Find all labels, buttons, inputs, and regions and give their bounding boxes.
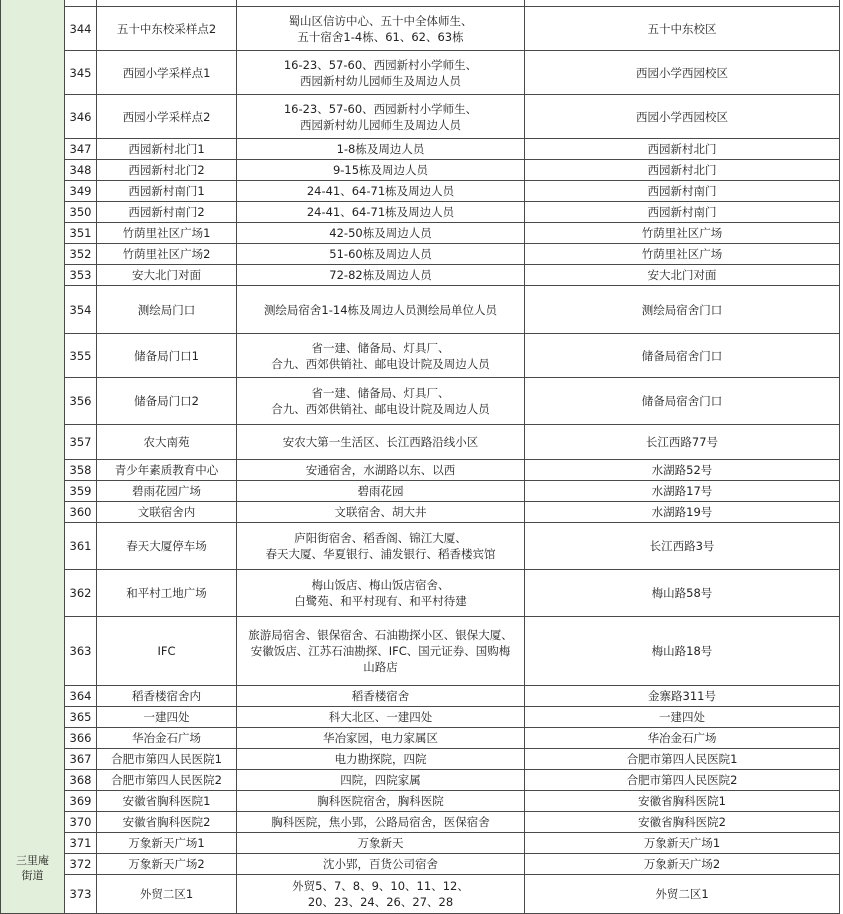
row-number-cell[interactable]: 370 [65, 812, 97, 833]
row-number-cell[interactable]: 344 [65, 7, 97, 51]
site-name-cell[interactable]: 和平村工地广场 [97, 570, 237, 617]
site-location-cell[interactable]: 测绘局宿舍门口 [525, 286, 840, 334]
site-location-cell[interactable]: 竹荫里社区广场 [525, 223, 840, 244]
site-name-cell[interactable]: 合肥市第四人民医院2 [97, 770, 237, 791]
coverage-area-cell[interactable]: 文联宿舍、胡大井 [237, 502, 525, 523]
street-name-cell[interactable] [1, 0, 65, 914]
coverage-area-cell[interactable]: 1-8栋及周边人员 [237, 139, 525, 160]
site-name-cell[interactable]: 农大南苑 [97, 425, 237, 460]
table-row [1, 160, 840, 181]
row-number-cell[interactable]: 364 [65, 686, 97, 707]
site-location-cell[interactable]: 合肥市第四人民医院2 [525, 770, 840, 791]
coverage-area-cell[interactable]: 省一建、储备局、灯具厂、 合九、西郊供销社、邮电设计院及周边人员 [237, 334, 525, 378]
row-number-cell[interactable]: 366 [65, 728, 97, 749]
table-row [1, 812, 840, 833]
row-number-cell[interactable]: 345 [65, 51, 97, 95]
site-name-cell[interactable]: 安徽省胸科医院1 [97, 791, 237, 812]
table-row [1, 95, 840, 139]
site-location-cell[interactable]: 合肥市第四人民医院1 [525, 749, 840, 770]
coverage-area-cell[interactable]: 16-23、57-60、西园新村小学师生、 西园新村幼儿园师生及周边人员 [237, 51, 525, 95]
site-location-cell[interactable]: 万象新天广场2 [525, 854, 840, 875]
site-location-cell[interactable]: 水湖路52号 [525, 460, 840, 481]
row-number-cell[interactable]: 369 [65, 791, 97, 812]
coverage-area-cell[interactable]: 安农大第一生活区、长江西路沿线小区 [237, 425, 525, 460]
row-number-cell[interactable]: 347 [65, 139, 97, 160]
table-row [1, 728, 840, 749]
row-number-cell[interactable]: 371 [65, 833, 97, 854]
site-name-cell[interactable]: 一建四处 [97, 707, 237, 728]
site-name-cell[interactable]: 竹荫里社区广场1 [97, 223, 237, 244]
site-name-cell[interactable]: 安徽省胸科医院2 [97, 812, 237, 833]
table-row [1, 833, 840, 854]
coverage-area-cell[interactable]: 外贸5、7、8、9、10、11、12、 20、23、24、26、27、28 [237, 875, 525, 914]
table-row [1, 378, 840, 425]
coverage-area-cell[interactable]: 万象新天 [237, 833, 525, 854]
table-row [1, 617, 840, 686]
coverage-area-cell[interactable]: 胸科医院宿舍，胸科医院 [237, 791, 525, 812]
row-number-cell[interactable]: 356 [65, 378, 97, 425]
site-name-cell[interactable]: 竹荫里社区广场2 [97, 244, 237, 265]
site-name-cell[interactable]: 合肥市第四人民医院1 [97, 749, 237, 770]
table-row [1, 707, 840, 728]
site-name-cell[interactable]: 西园小学采样点2 [97, 95, 237, 139]
row-number-cell[interactable]: 353 [65, 265, 97, 286]
coverage-area-cell[interactable]: 旅游局宿舍、银保宿舍、石油勘探小区、银保大厦、 安徽饭店、江苏石油勘探、IFC、国元证券、国购梅 山路店 [237, 617, 525, 686]
row-number-cell[interactable]: 348 [65, 160, 97, 181]
site-name-cell[interactable]: 储备局门口1 [97, 334, 237, 378]
row-number-cell[interactable]: 355 [65, 334, 97, 378]
site-name-cell[interactable]: 西园新村北门2 [97, 160, 237, 181]
coverage-area-cell[interactable]: 省一建、储备局、灯具厂、 合九、西郊供销社、邮电设计院及周边人员 [237, 378, 525, 425]
site-location-cell[interactable]: 一建四处 [525, 707, 840, 728]
site-location-cell[interactable]: 竹荫里社区广场 [525, 244, 840, 265]
row-number-cell[interactable]: 362 [65, 570, 97, 617]
coverage-area-cell[interactable]: 科大北区、一建四处 [237, 707, 525, 728]
site-location-cell[interactable]: 安大北门对面 [525, 265, 840, 286]
table-row [1, 265, 840, 286]
site-location-cell[interactable]: 西园新村北门 [525, 160, 840, 181]
site-name-cell[interactable]: 西园新村南门1 [97, 181, 237, 202]
table-row [1, 139, 840, 160]
table-row [1, 570, 840, 617]
site-location-cell[interactable]: 水湖路19号 [525, 502, 840, 523]
row-number-cell[interactable]: 351 [65, 223, 97, 244]
site-name-cell[interactable]: 安大北门对面 [97, 265, 237, 286]
site-name-cell[interactable]: 万象新天广场1 [97, 833, 237, 854]
site-name-cell[interactable]: IFC [97, 617, 237, 686]
table-row [1, 425, 840, 460]
site-name-cell[interactable]: 西园小学采样点1 [97, 51, 237, 95]
coverage-area-cell[interactable]: 胸科医院，焦小郢，公路局宿舍，医保宿舍 [237, 812, 525, 833]
table-row [1, 286, 840, 334]
site-location-cell[interactable]: 梅山路18号 [525, 617, 840, 686]
row-number-cell[interactable]: 354 [65, 286, 97, 334]
site-name-cell[interactable]: 稻香楼宿舍内 [97, 686, 237, 707]
coverage-area-cell[interactable]: 电力勘探院，四院 [237, 749, 525, 770]
table-row [1, 502, 840, 523]
row-number-cell[interactable]: 346 [65, 95, 97, 139]
coverage-area-cell[interactable]: 安通宿舍，水湖路以东、以西 [237, 460, 525, 481]
site-name-cell[interactable]: 测绘局门口 [97, 286, 237, 334]
site-location-cell[interactable]: 西园新村南门 [525, 181, 840, 202]
site-location-cell[interactable]: 西园新村南门 [525, 202, 840, 223]
site-location-cell[interactable]: 西园新村北门 [525, 139, 840, 160]
coverage-area-cell[interactable]: 9-15栋及周边人员 [237, 160, 525, 181]
site-location-cell[interactable]: 金寨路311号 [525, 686, 840, 707]
coverage-area-cell[interactable]: 24-41、64-71栋及周边人员 [237, 181, 525, 202]
coverage-area-cell[interactable]: 四院，四院家属 [237, 770, 525, 791]
table-row [1, 244, 840, 265]
row-number-cell[interactable]: 363 [65, 617, 97, 686]
site-location-cell[interactable]: 长江西路3号 [525, 523, 840, 570]
table-row [1, 686, 840, 707]
table-row [1, 334, 840, 378]
table-row [1, 460, 840, 481]
site-location-cell[interactable]: 安徽省胸科医院1 [525, 791, 840, 812]
site-name-cell[interactable]: 五十中东校采样点2 [97, 7, 237, 51]
table-row [1, 51, 840, 95]
site-name-cell[interactable]: 文联宿舍内 [97, 502, 237, 523]
street-name-label: 三里庵 街道 [16, 854, 49, 882]
table-row [1, 854, 840, 875]
site-location-cell[interactable]: 华冶金石广场 [525, 728, 840, 749]
row-number-cell[interactable]: 357 [65, 425, 97, 460]
table-row [1, 791, 840, 812]
row-number-cell[interactable]: 350 [65, 202, 97, 223]
row-number-cell[interactable]: 358 [65, 460, 97, 481]
table-row [1, 749, 840, 770]
coverage-area-cell[interactable]: 51-60栋及周边人员 [237, 244, 525, 265]
site-location-cell[interactable]: 长江西路77号 [525, 425, 840, 460]
site-location-cell[interactable]: 外贸二区1 [525, 875, 840, 914]
row-number-cell[interactable]: 367 [65, 749, 97, 770]
row-number-cell[interactable]: 361 [65, 523, 97, 570]
coverage-area-cell[interactable]: 沈小郢，百货公司宿舍 [237, 854, 525, 875]
table-row [1, 481, 840, 502]
row-number-cell[interactable]: 365 [65, 707, 97, 728]
site-name-cell[interactable]: 外贸二区1 [97, 875, 237, 914]
site-location-cell[interactable]: 西园小学西园校区 [525, 95, 840, 139]
site-location-cell[interactable]: 五十中东校区 [525, 7, 840, 51]
coverage-area-cell[interactable]: 碧雨花园 [237, 481, 525, 502]
coverage-area-cell[interactable]: 24-41、64-71栋及周边人员 [237, 202, 525, 223]
coverage-area-cell[interactable]: 16-23、57-60、西园新村小学师生、 西园新村幼儿园师生及周边人员 [237, 95, 525, 139]
table-body [1, 0, 840, 914]
site-name-cell[interactable]: 华冶金石广场 [97, 728, 237, 749]
coverage-area-cell[interactable]: 庐阳街宿舍、稻香阁、锦江大厦、 春天大厦、华夏银行、浦发银行、稻香楼宾馆 [237, 523, 525, 570]
site-location-cell[interactable]: 安徽省胸科医院2 [525, 812, 840, 833]
coverage-area-cell[interactable]: 72-82栋及周边人员 [237, 265, 525, 286]
site-location-cell[interactable]: 储备局宿舍门口 [525, 378, 840, 425]
site-location-cell[interactable]: 储备局宿舍门口 [525, 334, 840, 378]
site-name-cell[interactable]: 春天大厦停车场 [97, 523, 237, 570]
table-row [1, 770, 840, 791]
site-name-cell[interactable]: 储备局门口2 [97, 378, 237, 425]
site-location-cell[interactable]: 梅山路58号 [525, 570, 840, 617]
site-location-cell[interactable]: 万象新天广场1 [525, 833, 840, 854]
site-name-cell[interactable]: 西园新村南门2 [97, 202, 237, 223]
coverage-area-cell[interactable]: 稻香楼宿舍 [237, 686, 525, 707]
coverage-area-cell[interactable]: 42-50栋及周边人员 [237, 223, 525, 244]
coverage-area-cell[interactable]: 测绘局宿舍1-14栋及周边人员测绘局单位人员 [237, 286, 525, 334]
table-row [1, 181, 840, 202]
row-number-cell[interactable]: 349 [65, 181, 97, 202]
table-row [1, 875, 840, 914]
coverage-area-cell[interactable]: 梅山饭店、梅山饭店宿舍、 白鹭苑、和平村现有、和平村待建 [237, 570, 525, 617]
site-location-cell[interactable]: 西园小学西园校区 [525, 51, 840, 95]
table-row [1, 202, 840, 223]
table-row [1, 523, 840, 570]
table-row [1, 223, 840, 244]
row-number-cell[interactable]: 372 [65, 854, 97, 875]
row-number-cell[interactable]: 360 [65, 502, 97, 523]
row-number-cell[interactable]: 352 [65, 244, 97, 265]
site-name-cell[interactable]: 万象新天广场2 [97, 854, 237, 875]
coverage-area-cell[interactable]: 华冶家园，电力家属区 [237, 728, 525, 749]
site-name-cell[interactable]: 碧雨花园广场 [97, 481, 237, 502]
site-name-cell[interactable]: 青少年素质教育中心 [97, 460, 237, 481]
site-location-cell[interactable]: 水湖路17号 [525, 481, 840, 502]
table-row [1, 7, 840, 51]
row-number-cell[interactable]: 373 [65, 875, 97, 914]
row-number-cell[interactable]: 359 [65, 481, 97, 502]
site-name-cell[interactable]: 西园新村北门1 [97, 139, 237, 160]
row-number-cell[interactable]: 368 [65, 770, 97, 791]
coverage-area-cell[interactable]: 蜀山区信访中心、五十中全体师生、 五十宿舍1-4栋、61、62、63栋 [237, 7, 525, 51]
